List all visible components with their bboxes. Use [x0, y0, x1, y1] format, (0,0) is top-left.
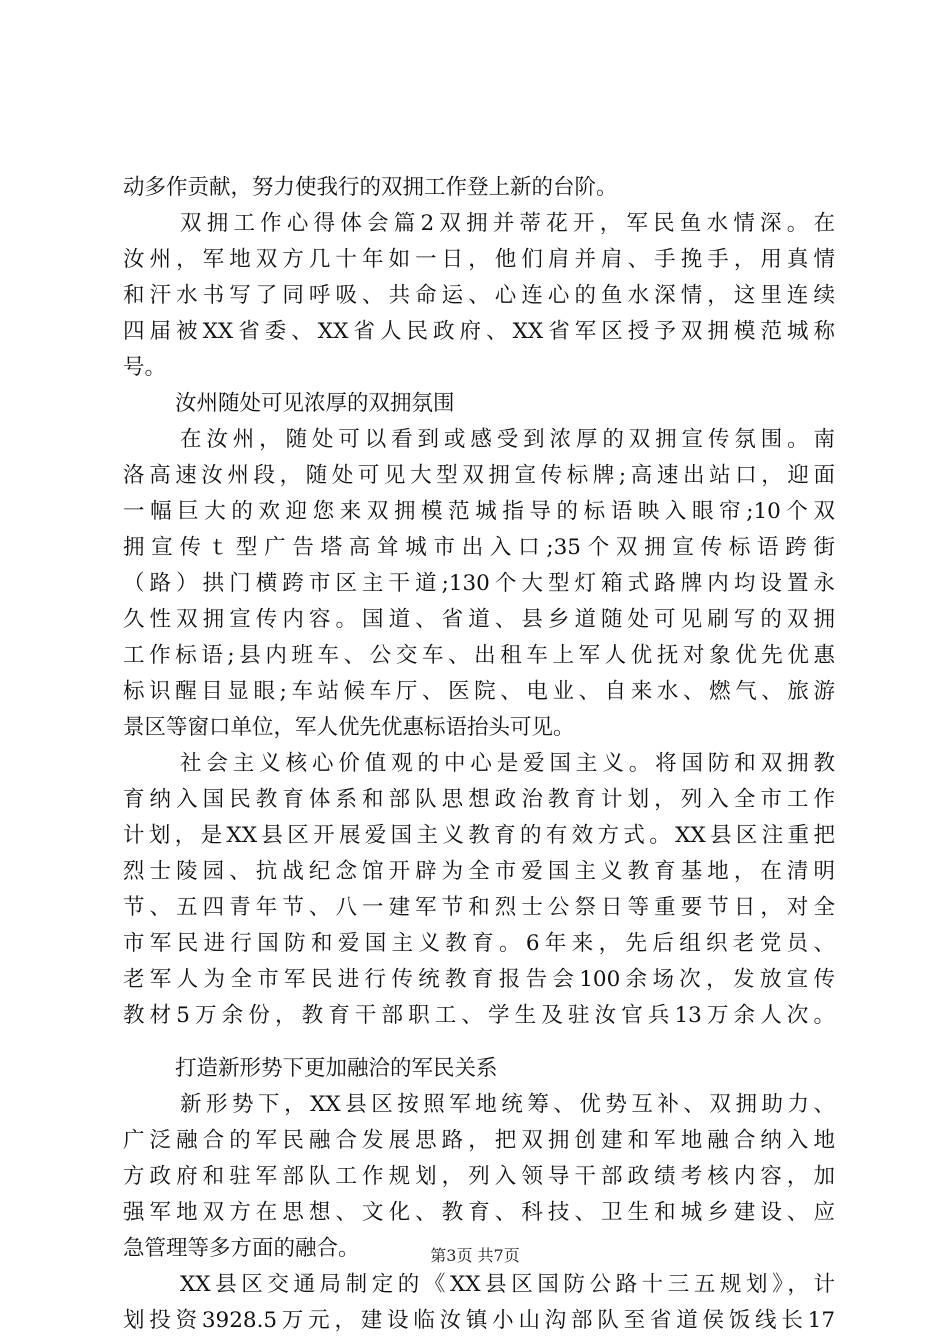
text-line: 工作标语;县内班车、公交车、出租车上军人优抚对象优先优惠 [123, 643, 835, 668]
text-line: 和汗水书写了同呼吸、共命运、心连心的鱼水深情，这里连续 [123, 283, 835, 308]
section-heading: 汝州随处可见浓厚的双拥氛围 [175, 391, 455, 416]
document-body [123, 170, 835, 1339]
text-line: 洛高速汝州段，随处可见大型双拥宣传标牌;高速出站口，迎面 [123, 463, 835, 488]
text-line: 老军人为全市军民进行传统教育报告会100余场次，发放宣传 [123, 967, 835, 992]
text-line: 方政府和驻军部队工作规划，列入领导干部政绩考核内容，加 [123, 1164, 835, 1189]
text-line: 新形势下，XX县区按照军地统筹、优势互补、双拥助力、 [180, 1092, 835, 1117]
text-line: 广泛融合的军民融合发展思路，把双拥创建和军地融合纳入地 [123, 1128, 835, 1153]
text-line: 教材5万余份，教育干部职工、学生及驻汝官兵13万余人次。 [123, 1003, 835, 1028]
text-line: 育纳入国民教育体系和部队思想政治教育计划，列入全市工作 [123, 787, 835, 812]
text-line: 烈士陵园、抗战纪念馆开辟为全市爱国主义教育基地，在清明 [123, 859, 835, 884]
text-line: （路）拱门横跨市区主干道;130个大型灯箱式路牌内均设置永 [123, 571, 835, 596]
text-line: 节、五四青年节、八一建军节和烈士公祭日等重要节日，对全 [123, 895, 835, 920]
text-line: 强军地双方在思想、文化、教育、科技、卫生和城乡建设、应 [123, 1200, 835, 1225]
text-line: 双拥工作心得体会篇2双拥并蒂花开，军民鱼水情深。在 [180, 211, 835, 236]
text-line: 社会主义核心价值观的中心是爱国主义。将国防和双拥教 [180, 751, 835, 776]
section-heading: 打造新形势下更加融洽的军民关系 [175, 1056, 498, 1081]
text-line: 市军民进行国防和爱国主义教育。6年来，先后组织老党员、 [123, 931, 835, 956]
text-line: 一幅巨大的欢迎您来双拥模范城指导的标语映入眼帘;10个双 [123, 499, 835, 524]
text-line: 景区等窗口单位，军人优先优惠标语抬头可见。 [123, 715, 575, 740]
text-line: 在汝州，随处可以看到或感受到浓厚的双拥宣传氛围。南 [180, 427, 835, 452]
text-line: 号。 [123, 355, 167, 380]
text-line: 动多作贡献，努力使我行的双拥工作登上新的台阶。 [123, 175, 618, 200]
text-line: XX县区交通局制定的《XX县区国防公路十三五规划》，计 [180, 1272, 835, 1297]
text-line: 计划，是XX县区开展爱国主义教育的有效方式。XX县区注重把 [123, 823, 835, 848]
page-number-footer: 第3页 共7页 [430, 1246, 520, 1265]
paragraph-gap [123, 1034, 835, 1051]
text-line: 拥宣传ｔ型广告塔高耸城市出入口;35个双拥宣传标语跨街 [123, 535, 835, 560]
text-line: 标识醒目显眼;车站候车厅、医院、电业、自来水、燃气、旅游 [123, 679, 835, 704]
text-line: 急管理等多方面的融合。 [123, 1236, 360, 1261]
text-line: 划投资3928.5万元，建设临汝镇小山沟部队至省道侯饭线长17 [123, 1308, 835, 1333]
text-line: 汝州，军地双方几十年如一日，他们肩并肩、手挽手，用真情 [123, 247, 835, 272]
text-line: 四届被XX省委、XX省人民政府、XX省军区授予双拥模范城称 [123, 319, 835, 344]
text-line: 久性双拥宣传内容。国道、省道、县乡道随处可见刷写的双拥 [123, 607, 835, 632]
